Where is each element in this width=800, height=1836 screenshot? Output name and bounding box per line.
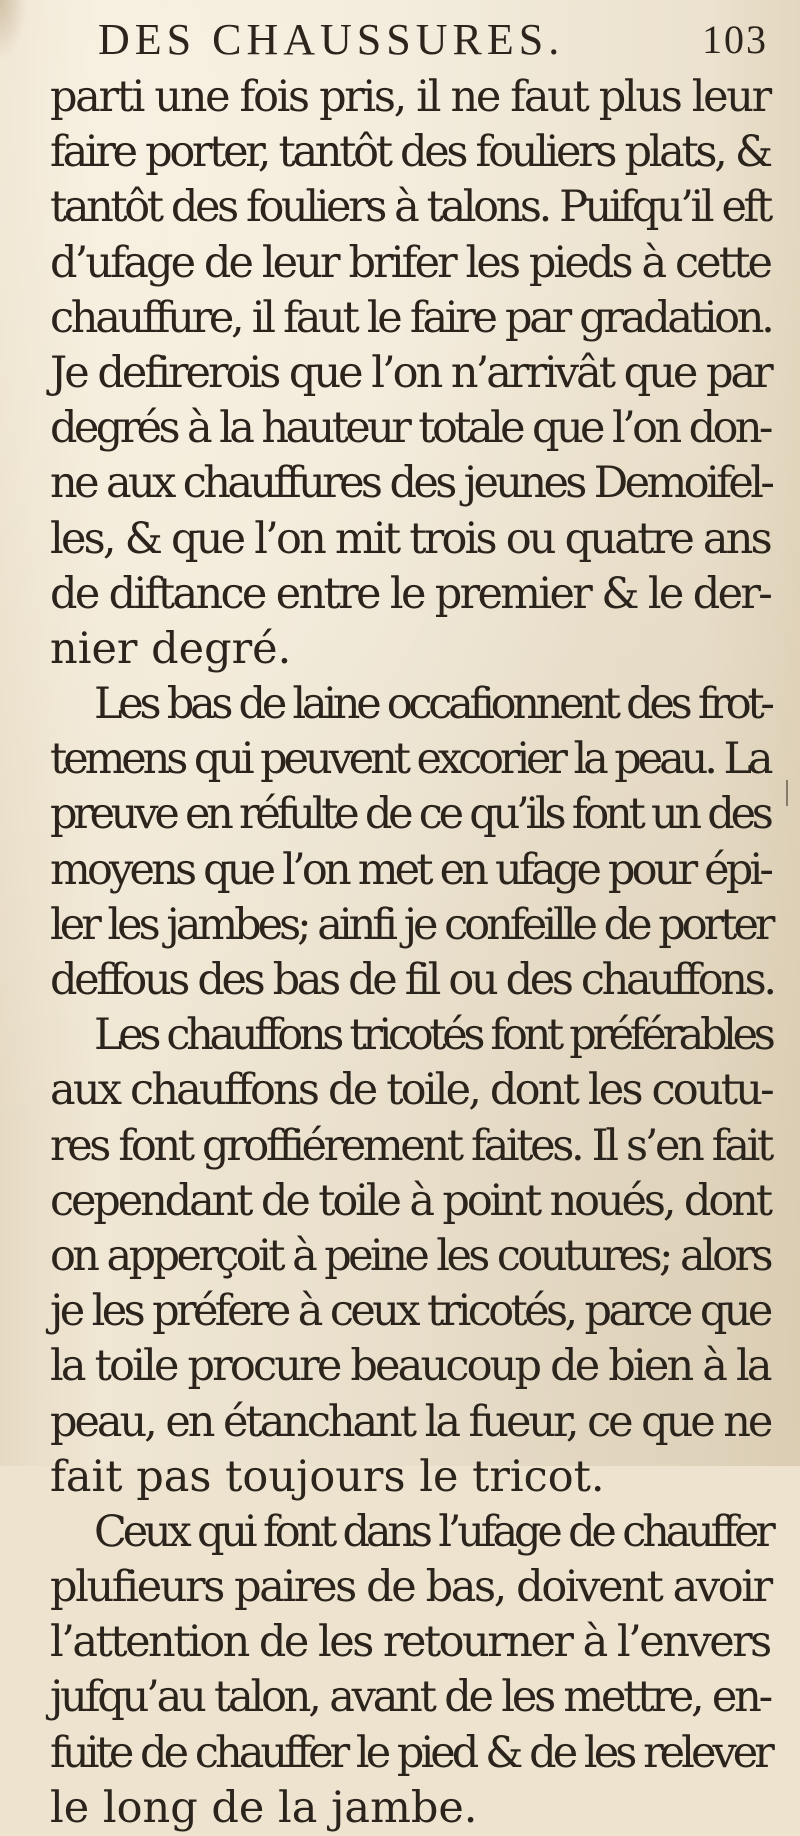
text-line: parti une fois pris, il ne faut plus leur — [50, 72, 770, 122]
text-line: la toile procure beaucoup de bien à la — [50, 1341, 770, 1392]
text-line: ler les jambes; ainfi je confeille de porter — [50, 899, 772, 950]
text-line: jufqu’au talon, avant de les mettre, en- — [50, 1672, 770, 1723]
text-line: fait pas toujours le tricot. — [50, 1451, 605, 1502]
text-line: deffous des bas de fil ou des chauffons. — [50, 955, 774, 1005]
paragraph-start-line: Les bas de laine occafionnent des frot- — [94, 679, 771, 730]
text-line: peau, en étanchant la fueur, ce que ne — [50, 1396, 771, 1447]
text-line: tantôt des fouliers à talons. Puifqu’il eft — [50, 182, 770, 233]
text-line: je les préfere à ceux tricotés, parce que — [50, 1286, 770, 1337]
text-line: de diftance entre le premier & le der- — [50, 568, 771, 619]
text-line: plufieurs paires de bas, doivent avoir — [50, 1562, 771, 1613]
text-line: preuve en réfulte de ce qu’ils font un des — [50, 789, 770, 840]
text-line: les, & que l’on mit trois ou quatre ans — [50, 513, 770, 564]
page-number: 103 — [702, 17, 768, 62]
text-line: res font groffiérement faites. Il s’en fait — [50, 1120, 771, 1171]
text-line: degrés à la hauteur totale que l’on don- — [50, 403, 770, 454]
ink-mark — [786, 780, 788, 806]
text-line: l’attention de les retourner à l’envers — [50, 1617, 770, 1668]
text-line: fuite de chauffer le pied & de les relever — [50, 1727, 771, 1778]
text-line: le long de la jambe. — [50, 1782, 478, 1833]
text-line: faire porter, tantôt des fouliers plats, & — [50, 127, 770, 178]
running-head: DES CHAUSSURES. — [98, 15, 565, 64]
page-corner-stain — [0, 0, 28, 60]
text-line: moyens que l’on met en ufage pour épi- — [50, 844, 771, 895]
paragraph-start-line: Les chauffons tricotés font préférables — [94, 1010, 772, 1061]
paragraph-start-line: Ceux qui font dans l’ufage de chauffer — [94, 1506, 772, 1557]
text-line: aux chauffons de toile, dont les coutu- — [50, 1065, 772, 1116]
text-line: nier degré. — [50, 623, 292, 674]
text-line: d’ufage de leur brifer les pieds à cette — [50, 237, 771, 288]
text-line: cependant de toile à point noués, dont — [50, 1175, 770, 1226]
text-line: on apperçoit à peine les coutures; alors — [50, 1230, 770, 1281]
text-line: ne aux chauffures des jeunes Demoifel- — [50, 458, 772, 509]
body-text — [50, 70, 774, 1836]
text-line: temens qui peuvent excorier la peau. La — [50, 734, 770, 785]
text-line: Je defirerois que l’on n’arrivât que par — [50, 347, 771, 398]
text-line: chauffure, il faut le faire par gradation. — [50, 292, 772, 343]
